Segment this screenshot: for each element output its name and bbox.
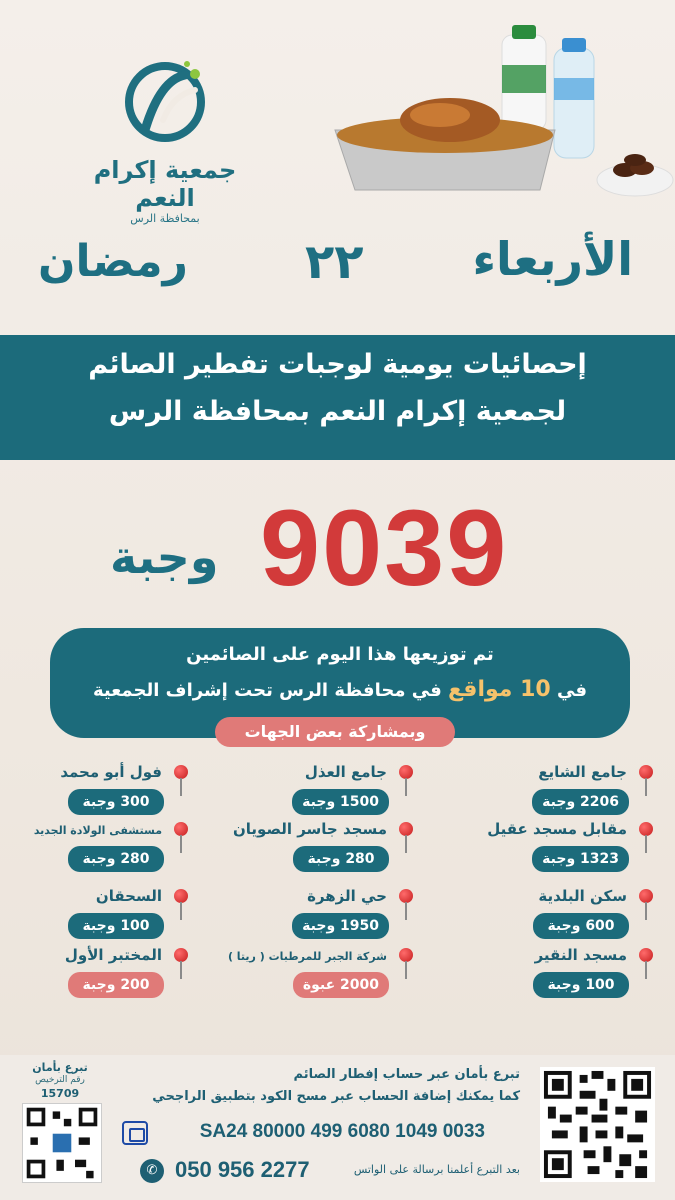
whatsapp-phone[interactable]: 050 956 2277 — [175, 1157, 310, 1182]
location-pin-icon — [172, 948, 190, 982]
location-value: 2206 وجبة — [532, 789, 629, 815]
headline-banner — [0, 335, 675, 460]
location-pin-icon — [637, 948, 655, 982]
location-name: مسجد النقير — [534, 946, 627, 964]
license-label: رقم الترخيص — [35, 1075, 85, 1085]
location-item — [215, 763, 415, 823]
location-name: مستشفى الولادة الجديد — [33, 824, 162, 837]
location-item — [455, 763, 655, 823]
date-number: ٢٢ — [305, 234, 364, 290]
whatsapp-icon: ✆ — [140, 1159, 164, 1183]
total-value: 9039 — [260, 487, 509, 608]
qr-code-icon[interactable] — [540, 1067, 655, 1182]
location-item — [0, 820, 190, 880]
logo-title: جمعية إكرام النعم — [93, 156, 237, 212]
location-item — [0, 946, 190, 1006]
total-meals — [110, 485, 580, 615]
iban-number[interactable]: SA24 80000 499 6080 1049 0033 — [199, 1121, 485, 1142]
location-value: 100 وجبة — [533, 972, 629, 998]
location-pin-icon — [397, 822, 415, 856]
location-value: 1323 وجبة — [532, 846, 629, 872]
location-value: 280 وجبة — [68, 846, 164, 872]
iftar-meal-illustration — [330, 20, 675, 210]
location-value: 1950 وجبة — [292, 913, 389, 939]
location-value: 1500 وجبة — [292, 789, 389, 815]
location-value: 300 وجبة — [68, 789, 164, 815]
location-item — [215, 946, 415, 1006]
location-value: 600 وجبة — [533, 913, 629, 939]
location-name: المختبر الأول — [64, 946, 162, 964]
logo-subtitle: بمحافظة الرس — [130, 212, 200, 225]
footer — [0, 1055, 675, 1200]
location-name: السحقان — [95, 887, 162, 905]
location-name: شركة الجبر للمرطبات ( ريتا ) — [227, 950, 387, 963]
location-item — [0, 763, 190, 823]
bank-icon — [122, 1121, 148, 1145]
info-line-2-prefix: في — [556, 680, 587, 701]
location-item — [455, 887, 655, 947]
location-name: جامع العذل — [304, 763, 387, 781]
location-item — [455, 820, 655, 880]
banner-line-1: إحصائيات يومية لوجبات تفطير الصائم — [88, 349, 587, 380]
location-item — [215, 820, 415, 880]
location-value: 280 وجبة — [293, 846, 389, 872]
total-unit: وجبة — [110, 530, 219, 584]
location-pin-icon — [172, 765, 190, 799]
license-number: 15709 — [40, 1087, 80, 1100]
location-value: 200 وجبة — [68, 972, 164, 998]
info-line-2-suffix: في محافظة الرس تحت إشراف الجمعية — [93, 680, 442, 701]
location-item — [215, 887, 415, 947]
location-name: مسجد جاسر الصويان — [232, 820, 387, 838]
info-sites-count: 10 مواقع — [448, 677, 551, 702]
location-pin-icon — [397, 889, 415, 923]
footer-line-1: تبرع بأمان عبر حساب إفطار الصائم — [293, 1067, 520, 1082]
date-row — [20, 232, 655, 312]
license-qr-code-icon[interactable] — [22, 1103, 102, 1183]
location-pin-icon — [397, 765, 415, 799]
location-pin-icon — [637, 765, 655, 799]
location-pin-icon — [637, 822, 655, 856]
location-name: سكن البلدية — [538, 887, 627, 905]
location-name: جامع الشايع — [538, 763, 627, 781]
location-name: فول أبو محمد — [60, 763, 162, 781]
whatsapp-note: بعد التبرع أعلمنا برسالة على الواتس — [353, 1163, 520, 1176]
info-line-1: تم توزيعها هذا اليوم على الصائمين — [186, 644, 494, 665]
banner-line-2: لجمعية إكرام النعم بمحافظة الرس — [108, 396, 567, 427]
location-pin-icon — [172, 889, 190, 923]
location-name: مقابل مسجد عقيل — [487, 820, 627, 838]
location-item — [455, 946, 655, 1006]
location-value: 100 وجبة — [68, 913, 164, 939]
date-month: رمضان — [38, 236, 189, 287]
footer-line-2: كما يمكنك إضافة الحساب عبر مسح الكود بتطبيق الراجحي — [152, 1089, 520, 1104]
location-value: 2000 عبوة — [293, 972, 389, 998]
safe-donation-label: تبرع بأمان — [32, 1061, 88, 1074]
location-item — [0, 887, 190, 947]
location-pin-icon — [172, 822, 190, 856]
date-day: الأربعاء — [472, 232, 633, 286]
location-name: حي الزهرة — [307, 887, 387, 905]
logo — [60, 50, 270, 225]
location-pin-icon — [397, 948, 415, 982]
participation-pill: وبمشاركة بعض الجهات — [215, 717, 455, 747]
info-line-2 — [50, 677, 630, 702]
logo-mark-icon — [115, 50, 215, 150]
location-pin-icon — [637, 889, 655, 923]
